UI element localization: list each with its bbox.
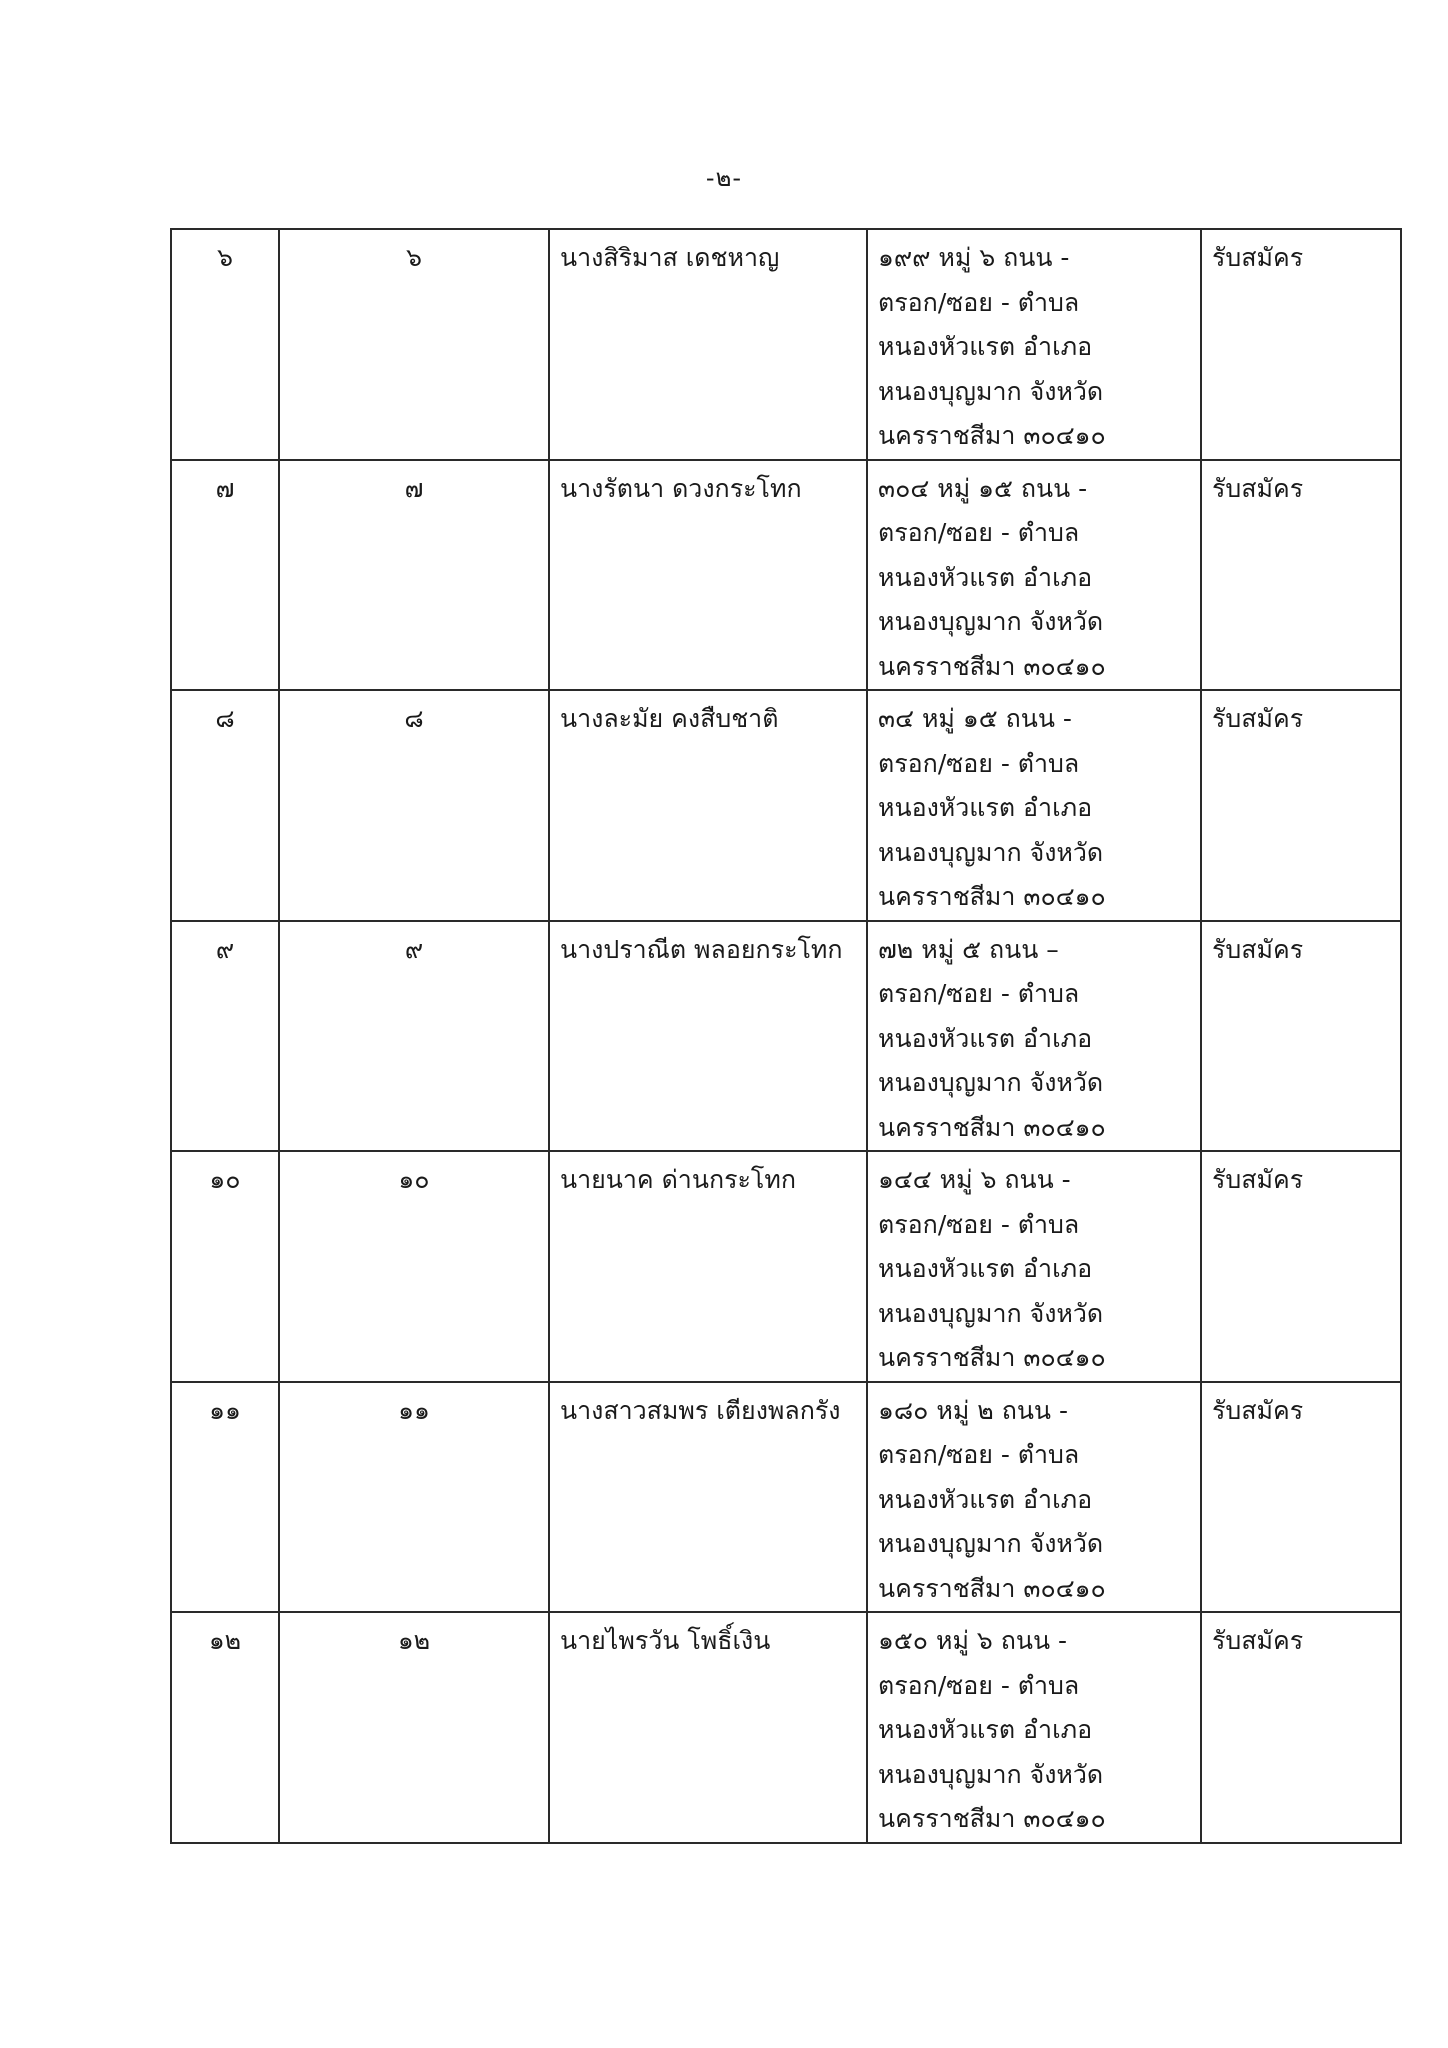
candidate-number-cell: ๙ [279, 921, 549, 1152]
address-cell [867, 1151, 1201, 1382]
address-line: หนองหัวแรต อำเภอ [878, 332, 1093, 361]
status-cell: รับสมัคร [1201, 1151, 1401, 1382]
candidate-table-body [171, 229, 1401, 1843]
status-cell: รับสมัคร [1201, 229, 1401, 460]
address-line: ตรอก/ซอย - ตำบล [878, 1670, 1080, 1700]
address-line: นครราชสีมา ๓๐๔๑๐ [878, 1112, 1106, 1142]
address-line: หนองหัวแรต อำเภอ [878, 1484, 1093, 1514]
candidate-number-cell: ๑๑ [279, 1382, 549, 1613]
address-line: หนองบุญมาก จังหวัด [878, 1529, 1104, 1558]
address-line: นครราชสีมา ๓๐๔๑๐ [878, 1573, 1106, 1603]
address-line: ๑๕๐ หมู่ ๖ ถนน - [878, 1626, 1068, 1655]
address-line: หนองบุญมาก จังหวัด [878, 376, 1104, 406]
address-line: หนองบุญมาก จังหวัด [878, 607, 1104, 636]
address-line: นครราชสีมา ๓๐๔๑๐ [878, 651, 1106, 681]
address-line: หนองหัวแรต อำเภอ [878, 562, 1093, 592]
address-cell [867, 690, 1201, 921]
address-line: หนองบุญมาก จังหวัด [878, 1759, 1104, 1789]
address-line: นครราชสีมา ๓๐๔๑๐ [878, 1804, 1106, 1833]
address-line: หนองบุญมาก จังหวัด [878, 1068, 1104, 1097]
candidate-name-cell: นางปราณีต พลอยกระโทก [549, 921, 867, 1152]
table-row [171, 1612, 1401, 1843]
address-line: นครราชสีมา ๓๐๔๑๐ [878, 421, 1106, 450]
status-cell: รับสมัคร [1201, 460, 1401, 691]
sequence-cell: ๙ [171, 921, 279, 1152]
address-line: ตรอก/ซอย - ตำบล [878, 287, 1080, 317]
candidate-name-cell: นายไพรวัน โพธิ์เงิน [549, 1612, 867, 1843]
address-line: นครราชสีมา ๓๐๔๑๐ [878, 882, 1106, 911]
candidate-name-cell: นางละมัย คงสืบชาติ [549, 690, 867, 921]
candidate-name-cell: นางรัตนา ดวงกระโทก [549, 460, 867, 691]
status-cell: รับสมัคร [1201, 690, 1401, 921]
sequence-cell: ๘ [171, 690, 279, 921]
address-line: ตรอก/ซอย - ตำบล [878, 1440, 1080, 1469]
candidate-name-cell: นางสาวสมพร เตียงพลกรัง [549, 1382, 867, 1613]
candidate-table [170, 228, 1402, 1844]
address-cell [867, 1612, 1201, 1843]
address-line: ตรอก/ซอย - ตำบล [878, 1209, 1080, 1239]
table-row [171, 690, 1401, 921]
address-line: นครราชสีมา ๓๐๔๑๐ [878, 1343, 1106, 1372]
candidate-number-cell: ๖ [279, 229, 549, 460]
address-cell [867, 921, 1201, 1152]
candidate-number-cell: ๑๐ [279, 1151, 549, 1382]
table-row [171, 921, 1401, 1152]
candidate-number-cell: ๗ [279, 460, 549, 691]
address-cell [867, 229, 1201, 460]
table-row [171, 1151, 1401, 1382]
address-line: หนองหัวแรต อำเภอ [878, 1023, 1093, 1053]
address-cell [867, 460, 1201, 691]
address-line: ๑๔๔ หมู่ ๖ ถนน - [878, 1165, 1071, 1194]
address-line: ตรอก/ซอย - ตำบล [878, 979, 1080, 1008]
address-line: หนองบุญมาก จังหวัด [878, 837, 1104, 867]
sequence-cell: ๑๒ [171, 1612, 279, 1843]
address-line: หนองบุญมาก จังหวัด [878, 1298, 1104, 1328]
status-cell: รับสมัคร [1201, 1612, 1401, 1843]
sequence-cell: ๖ [171, 229, 279, 460]
page-number: -๒- [705, 164, 743, 192]
status-cell: รับสมัคร [1201, 921, 1401, 1152]
address-cell [867, 1382, 1201, 1613]
candidate-number-cell: ๑๒ [279, 1612, 549, 1843]
address-line: ๓๐๔ หมู่ ๑๕ ถนน - [878, 473, 1088, 503]
candidate-name-cell: นางสิริมาส เดชหาญ [549, 229, 867, 460]
address-line: ๑๙๙ หมู่ ๖ ถนน - [878, 243, 1070, 272]
table-row [171, 229, 1401, 460]
address-line: หนองหัวแรต อำเภอ [878, 1254, 1093, 1283]
address-line: ตรอก/ซอย - ตำบล [878, 518, 1080, 547]
table-row [171, 1382, 1401, 1613]
address-line: ๓๔ หมู่ ๑๕ ถนน - [878, 704, 1072, 733]
address-line: ตรอก/ซอย - ตำบล [878, 748, 1080, 778]
address-line: หนองหัวแรต อำเภอ [878, 793, 1093, 822]
sequence-cell: ๑๐ [171, 1151, 279, 1382]
candidate-number-cell: ๘ [279, 690, 549, 921]
sequence-cell: ๑๑ [171, 1382, 279, 1613]
sequence-cell: ๗ [171, 460, 279, 691]
candidate-name-cell: นายนาค ด่านกระโทก [549, 1151, 867, 1382]
address-line: ๗๒ หมู่ ๕ ถนน – [878, 934, 1059, 964]
status-cell: รับสมัคร [1201, 1382, 1401, 1613]
address-line: ๑๘๐ หมู่ ๒ ถนน - [878, 1395, 1068, 1425]
address-line: หนองหัวแรต อำเภอ [878, 1715, 1093, 1744]
table-row [171, 460, 1401, 691]
